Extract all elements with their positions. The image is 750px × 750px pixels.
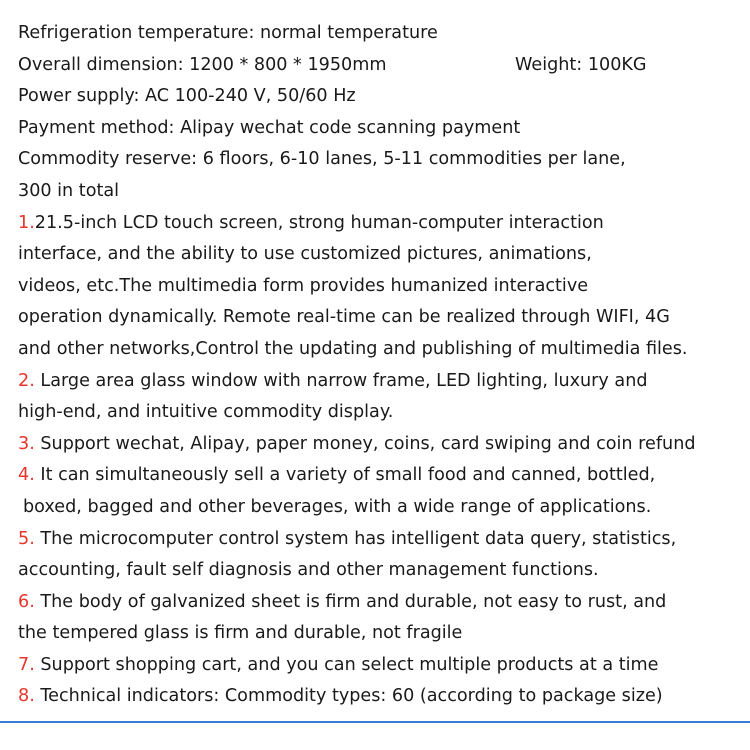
- spec-power: Power supply: AC 100-240 V, 50/60 Hz: [18, 86, 356, 107]
- feature-7-text: Support shopping cart, and you can select multiple products at a time: [34, 654, 659, 675]
- bottom-divider: [0, 721, 750, 723]
- feature-2-line-2: high-end, and intuitive commodity display.: [18, 402, 394, 423]
- feature-3-number: 3.: [18, 433, 35, 454]
- spec-dimension-row: [18, 50, 748, 82]
- feature-7-number: 7.: [18, 654, 35, 675]
- feature-6-number: 6.: [18, 591, 35, 612]
- spec-document: [18, 18, 748, 713]
- spec-dimension: Overall dimension: 1200 * 800 * 1950mm: [18, 54, 387, 75]
- spec-payment: Payment method: Alipay wechat code scanning payment: [18, 117, 521, 138]
- feature-2-text: Large area glass window with narrow frame, LED lighting, luxury and: [34, 370, 648, 391]
- feature-8-number: 8.: [18, 686, 35, 707]
- feature-2-line-1: [18, 366, 748, 398]
- feature-2-number: 2.: [18, 370, 35, 391]
- feature-1-text: 21.5-inch LCD touch screen, strong human-computer interaction: [34, 212, 604, 233]
- feature-4-text: It can simultaneously sell a variety of small food and canned, bottled,: [34, 465, 656, 486]
- feature-8-line-1: [18, 681, 748, 713]
- feature-5-text: The microcomputer control system has intelligent data query, statistics,: [34, 528, 677, 549]
- feature-6-line-1: [18, 587, 748, 619]
- feature-1-line-2: interface, and the ability to use customized pictures, animations,: [18, 244, 592, 265]
- feature-1-line-5: and other networks,Control the updating and publishing of multimedia files.: [18, 338, 688, 359]
- feature-3-text: Support wechat, Alipay, paper money, coins, card swiping and coin refund: [34, 433, 696, 454]
- spec-weight: Weight: 100KG: [515, 54, 647, 75]
- feature-6-text: The body of galvanized sheet is firm and durable, not easy to rust, and: [34, 591, 667, 612]
- feature-4-number: 4.: [18, 465, 35, 486]
- feature-4-line-1: [18, 460, 748, 492]
- spec-refrigeration: Refrigeration temperature: normal temperature: [18, 23, 438, 43]
- feature-5-line-1: [18, 524, 748, 556]
- feature-1-line-4: operation dynamically. Remote real-time can be realized through WIFI, 4G: [18, 307, 670, 328]
- spec-reserve-line-1: Commodity reserve: 6 floors, 6-10 lanes, 5-11 commodities per lane,: [18, 149, 626, 170]
- feature-1-line-1: [18, 208, 748, 240]
- feature-7-line-1: [18, 650, 748, 682]
- feature-1-number: 1.: [18, 212, 35, 233]
- feature-1-line-3: videos, etc.The multimedia form provides humanized interactive: [18, 275, 589, 296]
- feature-8-text: Technical indicators: Commodity types: 60 (according to package size): [34, 686, 663, 707]
- feature-4-line-2: boxed, bagged and other beverages, with a wide range of applications.: [23, 496, 652, 517]
- feature-3-line-1: [18, 429, 748, 461]
- feature-6-line-2: the tempered glass is firm and durable, not fragile: [18, 623, 463, 644]
- feature-5-number: 5.: [18, 528, 35, 549]
- feature-5-line-2: accounting, fault self diagnosis and other management functions.: [18, 560, 599, 581]
- spec-reserve-line-2: 300 in total: [18, 180, 120, 201]
